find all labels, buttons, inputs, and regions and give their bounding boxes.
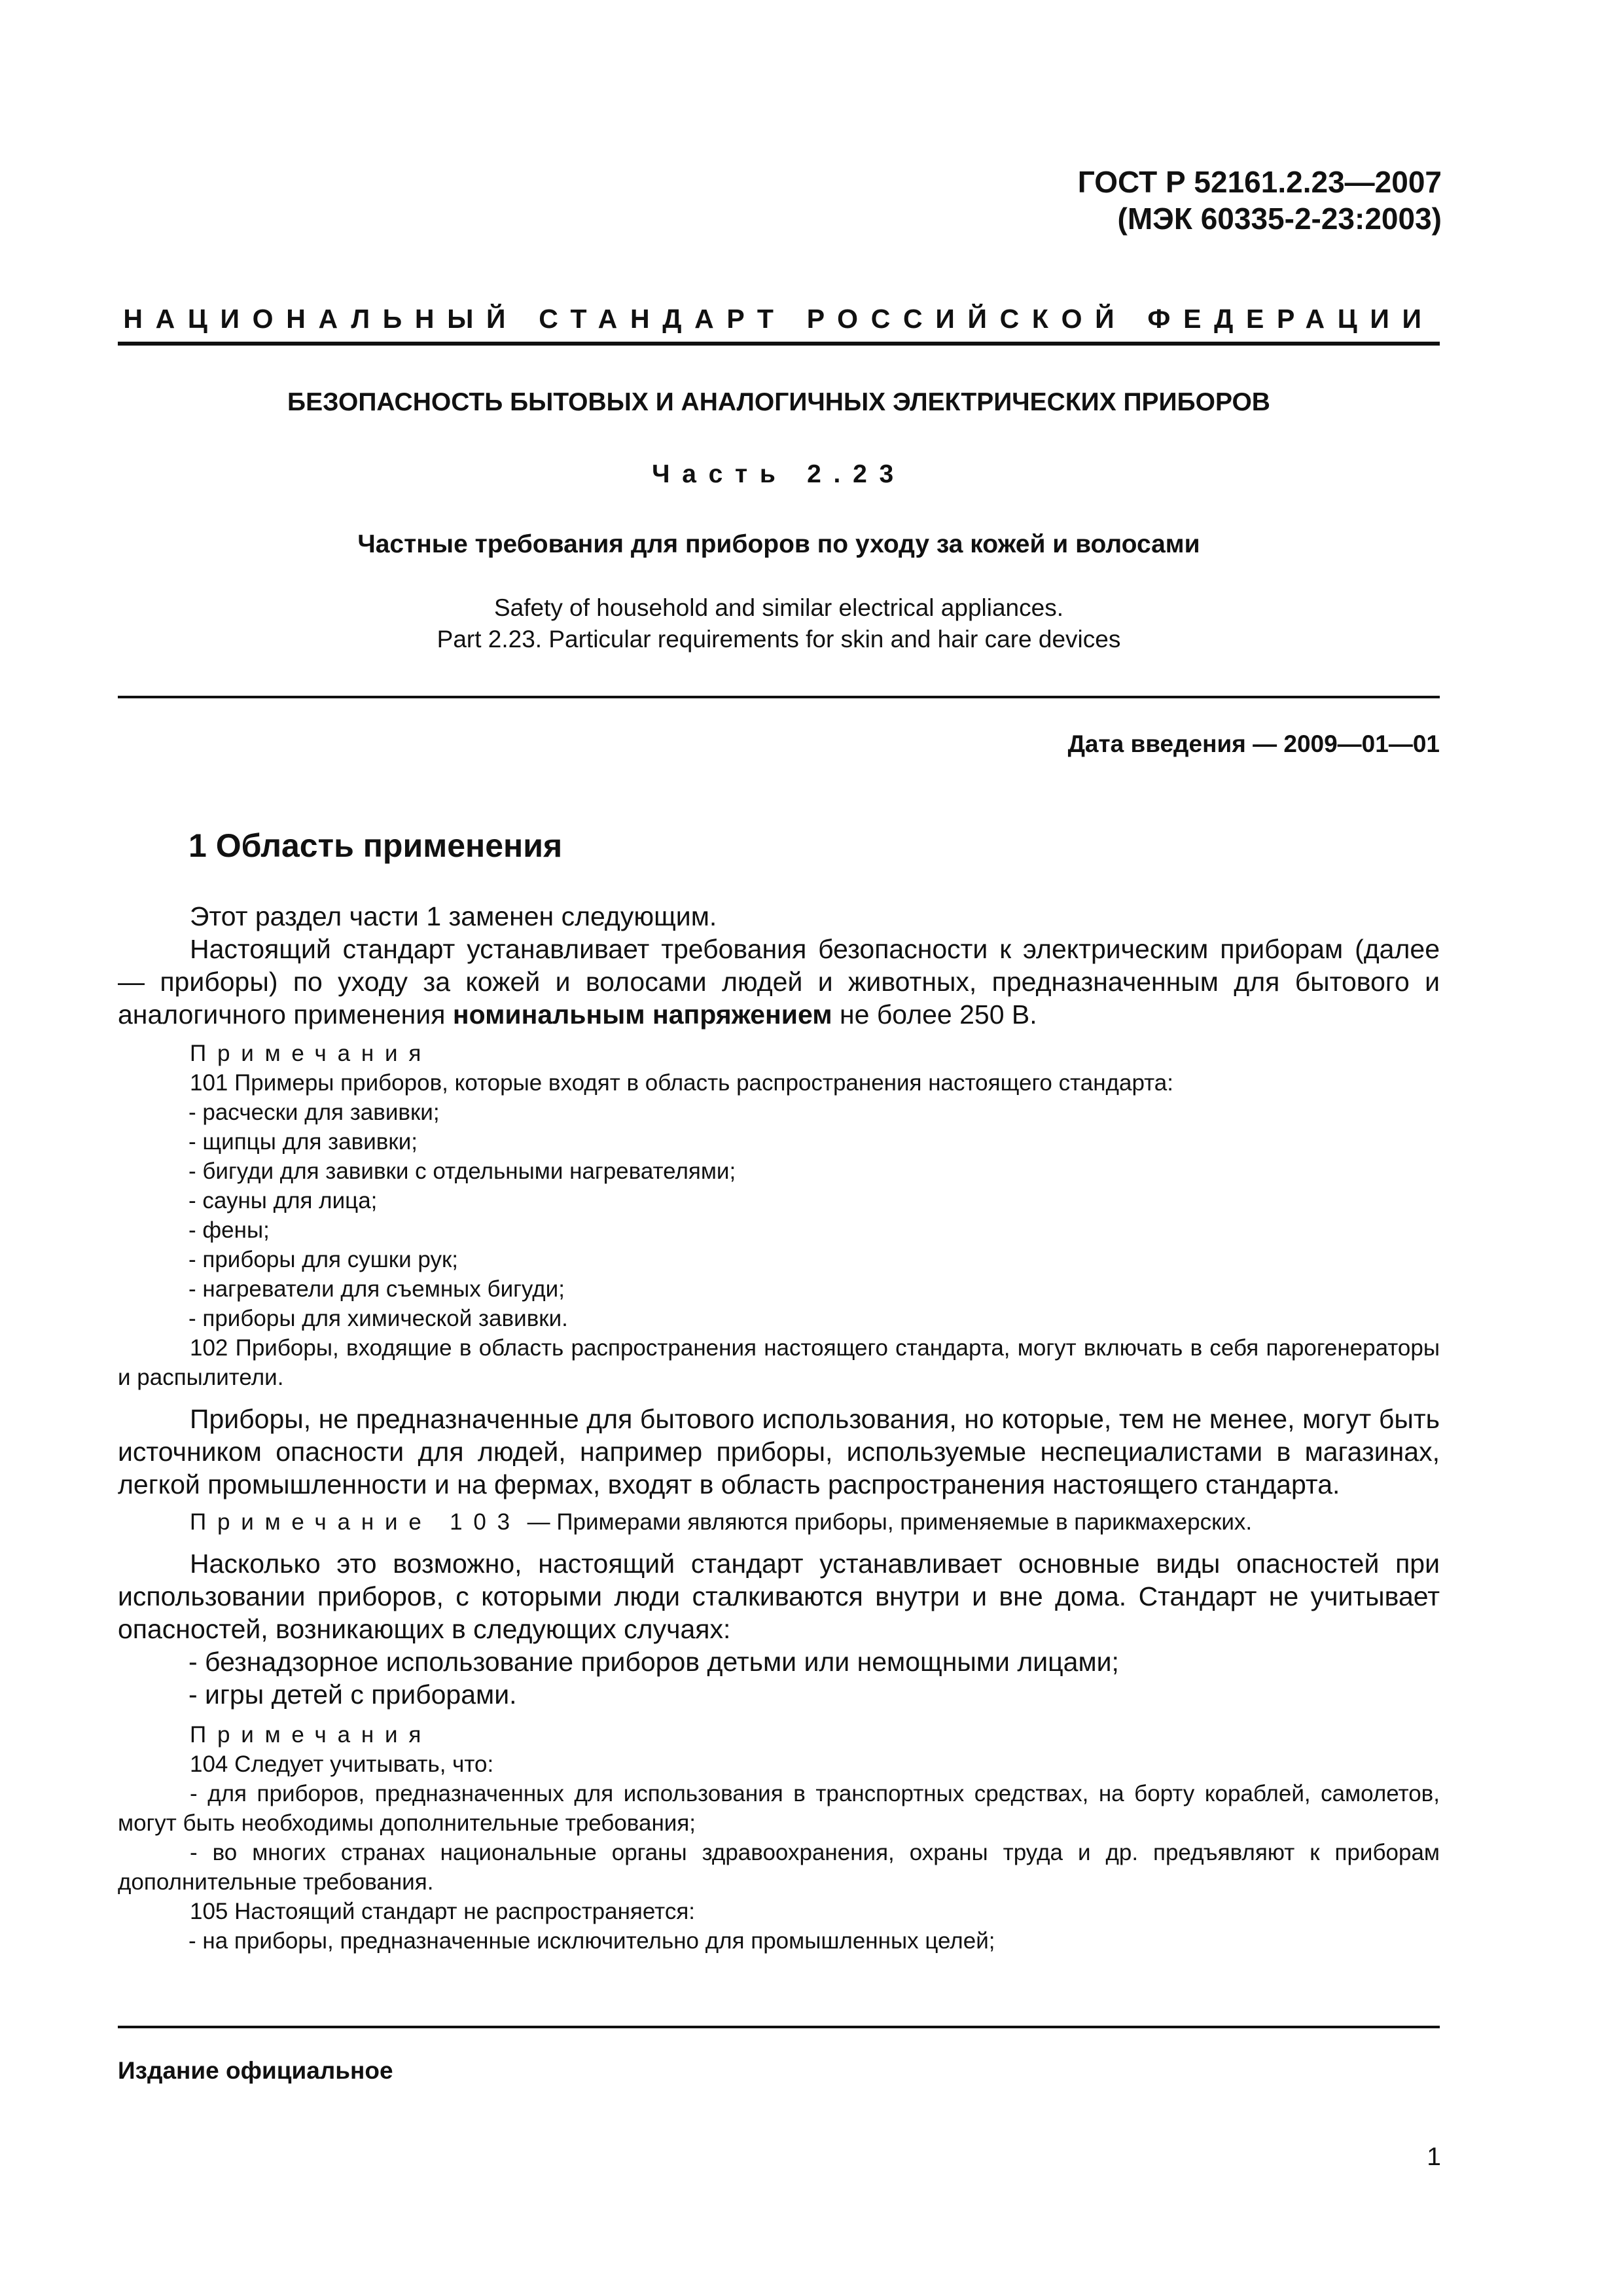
paragraph-non-household: Приборы, не предназначенные для бытового использования, но которые, тем не менее, могут быть источником опасности для людей, например приборы, используемые неспециалистами в магазинах, легкой промышленности и на фермах, входят в область распространения настоящего стандарта. (118, 1404, 1440, 1499)
note-104: 104 Следует учитывать, что: (190, 1751, 494, 1777)
banner-rule (118, 342, 1440, 346)
list-item: - сауны для лица; (188, 1188, 378, 1213)
national-standard-banner: НАЦИОНАЛЬНЫЙ СТАНДАРТ РОССИЙСКОЙ ФЕДЕРАЦИИ (123, 304, 1435, 334)
part-number: Часть 2.23 (652, 460, 906, 488)
iec-code: (МЭК 60335-2-23:2003) (1117, 202, 1442, 236)
list-item: - фены; (188, 1217, 270, 1243)
list-item: - приборы для сушки рук; (188, 1247, 459, 1272)
list-item: - безнадзорное использование приборов детьми или немощными лицами; (188, 1647, 1119, 1677)
section-heading: 1 Область применения (188, 827, 563, 864)
list-item: - приборы для химической завивки. (188, 1306, 568, 1331)
rated-voltage-term: номинальным напряжением (452, 999, 832, 1030)
note-104-item-b: - во многих странах национальные органы здравоохранения, охраны труда и др. предъявляют к приборам дополнительные требования. (118, 1840, 1440, 1895)
document-subtitle: Частные требования для приборов по уходу за кожей и волосами (357, 530, 1200, 558)
official-edition: Издание официальное (118, 2057, 393, 2084)
paragraph-hazards: Насколько это возможно, настоящий стандарт устанавливает основные виды опасностей при использовании приборов, с которыми люди сталкиваются внутри и вне дома. Стандарт не учитывает опасностей, возникающих в следующих случаях: (118, 1549, 1440, 1644)
device-list (118, 1098, 1440, 1333)
note-101: 101 Примеры приборов, которые входят в область распространения настоящего стандарта: (190, 1070, 1173, 1096)
section-body (118, 900, 1440, 1956)
list-item: - бигуди для завивки с отдельными нагревателями; (188, 1158, 736, 1184)
list-item: - игры детей с приборами. (188, 1679, 517, 1710)
note-102: 102 Приборы, входящие в область распространения настоящего стандарта, могут включать в себя парогенераторы и распылители. (118, 1335, 1440, 1390)
case-list (118, 1645, 1440, 1711)
english-title-line-1: Safety of household and similar electrical appliances. (494, 594, 1063, 621)
notes-block-1 (118, 1039, 1440, 1392)
list-item: - расчески для завивки; (188, 1100, 440, 1125)
notes-title: Примечания (190, 1722, 433, 1748)
standard-code (1078, 164, 1442, 237)
notes-title: Примечания (190, 1041, 433, 1066)
list-item: - нагреватели для съемных бигуди; (188, 1276, 565, 1302)
notes-block-2 (118, 1720, 1440, 1956)
english-title (118, 592, 1440, 655)
paragraph-scope: Настоящий стандарт устанавливает требования безопасности к электрическим приборам (далее — приборы) по уходу за кожей и волосами людей и животных, предназначенным для бытового и аналогичного применения номинальным напряжением не более 250 В. (118, 934, 1440, 1030)
note-105: 105 Настоящий стандарт не распространяется: (190, 1899, 695, 1924)
footer-rule (118, 2026, 1440, 2028)
document-title: БЕЗОПАСНОСТЬ БЫТОВЫХ И АНАЛОГИЧНЫХ ЭЛЕКТРИЧЕСКИХ ПРИБОРОВ (287, 388, 1270, 416)
note-104-item-a: - для приборов, предназначенных для использования в транспортных средствах, на борту кораблей, самолетов, могут быть необходимы дополнительные требования; (118, 1781, 1440, 1836)
english-title-line-2: Part 2.23. Particular requirements for skin and hair care devices (437, 626, 1121, 653)
note-103: Примечание 103 — Примерами являются приборы, применяемые в парикмахерских. (190, 1509, 1253, 1535)
page-number: 1 (1427, 2143, 1441, 2171)
paragraph-replaced: Этот раздел части 1 заменен следующим. (190, 901, 717, 931)
note-105-item-a: - на приборы, предназначенные исключительно для промышленных целей; (188, 1928, 995, 1954)
title-rule (118, 696, 1440, 698)
list-item: - щипцы для завивки; (188, 1129, 418, 1155)
gost-code: ГОСТ Р 52161.2.23—2007 (1077, 165, 1442, 199)
introduction-date: Дата введения — 2009—01—01 (1067, 730, 1440, 757)
